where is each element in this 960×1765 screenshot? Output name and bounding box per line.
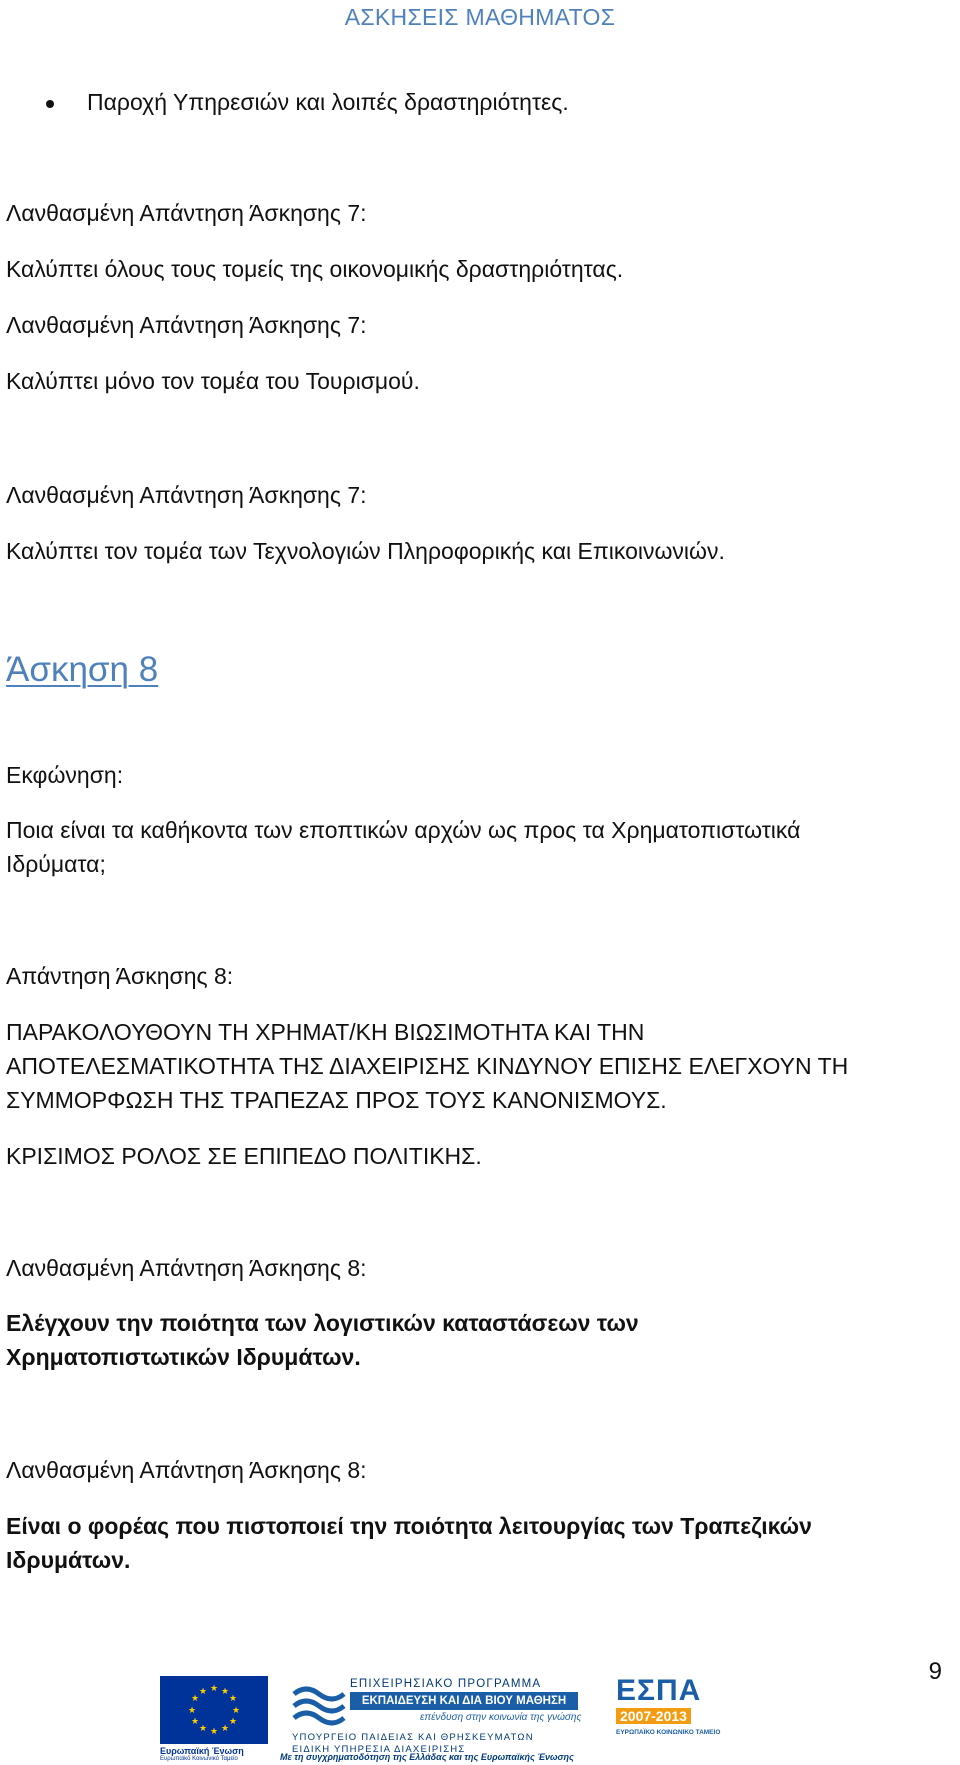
svg-text:★: ★ (198, 1724, 208, 1734)
wrong-answer-8b-line-1: Είναι ο φορέας που πιστοποιεί την ποιότητα λειτουργίας των Τραπεζικών (6, 1513, 812, 1539)
svg-text:★: ★ (220, 1687, 230, 1697)
wrong-answer-8a-line-2: Χρηματοπιστωτικών Ιδρυμάτων. (6, 1344, 361, 1370)
programme-title: ΕΠΙΧΕΙΡΗΣΙΑΚΟ ΠΡΟΓΡΑΜΜΑ (350, 1678, 542, 1690)
answer-line-2: ΑΠΟΤΕΛΕΣΜΑΤΙΚΟΤΗΤΑ ΤΗΣ ΔΙΑΧΕΙΡΙΣΗΣ ΚΙΝΔΥΝΟΥ ΕΠΙΣΗΣ ΕΛΕΓΧΟΥΝ ΤΗ (6, 1053, 849, 1079)
answer-line-3: ΣΥΜΜΟΡΦΩΣΗ ΤΗΣ ΤΡΑΠΕΖΑΣ ΠΡΟΣ ΤΟΥΣ ΚΑΝΟΝΙΣΜΟΥΣ. (6, 1087, 667, 1113)
wrong-answer-8a-label: Λανθασμένη Απάντηση Άσκησης 8: (6, 1255, 367, 1281)
funding-caption: Με τη συγχρηματοδότηση της Ελλάδας και της Ευρωπαϊκής Ένωσης (280, 1752, 574, 1762)
espa-years: 2007-2013 (616, 1708, 691, 1724)
page-number: 9 (928, 1658, 942, 1685)
espa-wordmark: ΕΣΠΑ (616, 1674, 702, 1707)
eu-subcaption: Ευρωπαϊκό Κοινωνικό Ταμείο (160, 1756, 238, 1762)
answer-label: Απάντηση Άσκησης 8: (6, 963, 234, 989)
wrong-answer-8a-line-1: Ελέγχουν την ποιότητα των λογιστικών καταστάσεων των (6, 1310, 639, 1336)
svg-text:★: ★ (209, 1684, 219, 1694)
answer-line-1: ΠΑΡΑΚΟΛΟΥΘΟΥΝ ΤΗ ΧΡΗΜΑΤ/ΚΗ ΒΙΩΣΙΜΟΤΗΤΑ ΚΑΙ ΤΗΝ (6, 1019, 645, 1045)
wrong-answer-7b-label: Λανθασμένη Απάντηση Άσκησης 7: (6, 312, 367, 338)
ministry-name: ΥΠΟΥΡΓΕΙΟ ΠΑΙΔΕΙΑΣ ΚΑΙ ΘΡΗΣΚΕΥΜΑΤΩΝ (292, 1732, 534, 1743)
programme-name: ΕΚΠΑΙΔΕΥΣΗ ΚΑΙ ΔΙΑ ΒΙΟΥ ΜΑΘΗΣΗ (350, 1692, 578, 1710)
svg-text:★: ★ (220, 1724, 230, 1734)
wrong-answer-7a-text: Καλύπτει όλους τους τομείς της οικονομικής δραστηριότητας. (6, 256, 624, 282)
svg-text:★: ★ (231, 1706, 241, 1716)
wrong-answer-7a-label: Λανθασμένη Απάντηση Άσκησης 7: (6, 200, 367, 226)
eu-logo (160, 1676, 268, 1760)
eu-caption: Ευρωπαϊκή Ένωση (160, 1746, 244, 1756)
question-line-1: Ποια είναι τα καθήκοντα των εποπτικών αρχών ως προς τα Χρηματοπιστωτικά (6, 817, 801, 843)
wrong-answer-7b-text: Καλύπτει μόνο τον τομέα του Τουρισμού. (6, 368, 420, 394)
wrong-answer-8b-line-2: Ιδρυμάτων. (6, 1547, 131, 1573)
management-service: ΕΙΔΙΚΗ ΥΠΗΡΕΣΙΑ ΔΙΑΧΕΙΡΙΣΗΣ (292, 1744, 466, 1755)
espa-caption: ΕΥΡΩΠΑΪΚΟ ΚΟΙΝΩΝΙΚΟ ΤΑΜΕΙΟ (616, 1729, 721, 1736)
prompt-label: Εκφώνηση: (6, 762, 124, 788)
programme-slogan: επένδυση στην κοινωνία της γνώσης (420, 1712, 582, 1723)
svg-text:★: ★ (228, 1717, 238, 1727)
svg-text:★: ★ (190, 1717, 200, 1727)
ministry-logo (290, 1676, 590, 1762)
svg-text:★: ★ (228, 1694, 238, 1704)
espa-logo (616, 1676, 726, 1746)
svg-text:★: ★ (198, 1687, 208, 1697)
bullet-text: Παροχή Υπηρεσιών και λοιπές δραστηριότητες. (87, 89, 569, 115)
wrong-answer-7c-label: Λανθασμένη Απάντηση Άσκησης 7: (6, 482, 367, 508)
wrong-answer-8b-label: Λανθασμένη Απάντηση Άσκησης 8: (6, 1457, 367, 1483)
svg-text:★: ★ (209, 1727, 219, 1737)
eu-flag-icon (160, 1676, 268, 1744)
answer-line-4: ΚΡΙΣΙΜΟΣ ΡΟΛΟΣ ΣΕ ΕΠΙΠΕΔΟ ΠΟΛΙΤΙΚΗΣ. (6, 1143, 482, 1169)
svg-text:★: ★ (190, 1694, 200, 1704)
running-title: ΑΣΚΗΣΕΙΣ ΜΑΘΗΜΑΤΟΣ (344, 4, 616, 30)
svg-text:★: ★ (187, 1706, 197, 1716)
bullet-icon (46, 100, 54, 108)
exercise-8-heading: Άσκηση 8 (6, 650, 159, 689)
wrong-answer-7c-text: Καλύπτει τον τομέα των Τεχνολογιών Πληροφορικής και Επικοινωνιών. (6, 538, 725, 564)
wave-emblem-icon (292, 1680, 346, 1730)
question-line-2: Ιδρύματα; (6, 851, 106, 877)
